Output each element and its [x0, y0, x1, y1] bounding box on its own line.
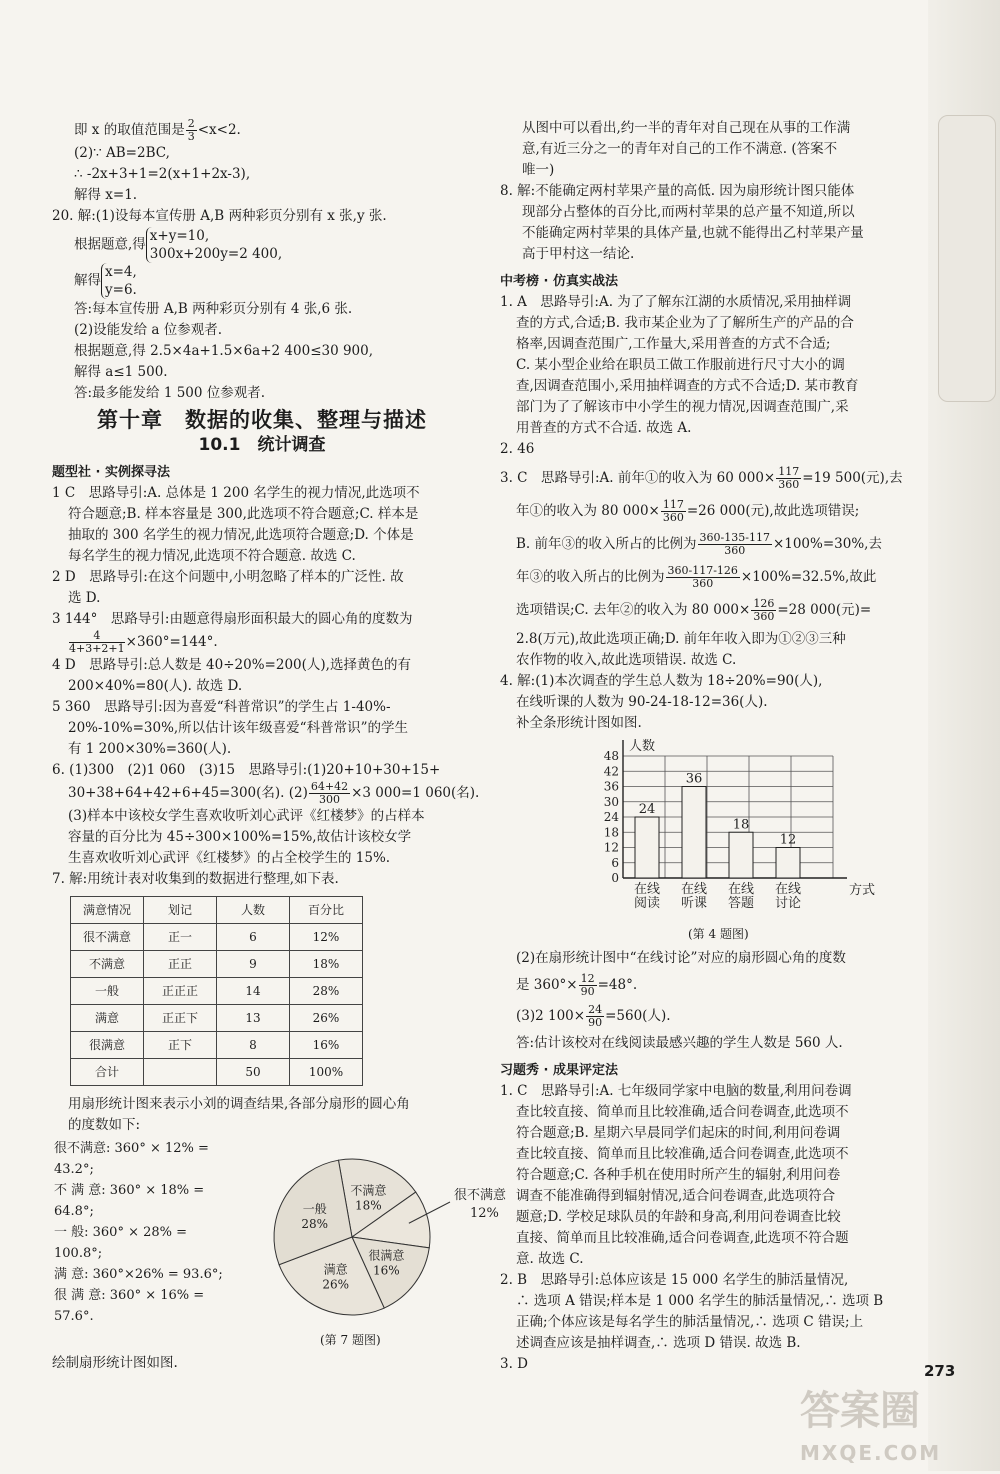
table-cell: 正正	[144, 951, 217, 978]
table-header-row	[71, 897, 363, 924]
x-tick-label: 讨论	[774, 896, 802, 911]
equation-system: x+y=10, 300x+200y=2 400,	[146, 227, 282, 263]
fraction: $\frac{117}{360}$	[662, 498, 684, 524]
equation-system: x=4, y=6.	[101, 263, 137, 299]
text-line: 1. C 思路导引:A. 七年级同学家中电脑的数量,利用问卷调	[500, 1083, 852, 1099]
pie-slice-value: 26%	[322, 1277, 349, 1292]
fraction: $\frac{360-135-117}{360}$	[699, 531, 770, 557]
bar-value-label: 12	[779, 832, 797, 848]
table-cell: 很满意	[71, 1032, 144, 1059]
text-line: 是 360°× $\frac{12}{90}$ =48°.	[516, 972, 638, 998]
text-line: 符合题意;B. 星期六早晨同学们起床的时间,利用问卷调	[516, 1125, 841, 1141]
text-line: 不能确定两村苹果的具体产量,也就不能得出乙村苹果产量	[522, 225, 864, 241]
pie-angle-line: 100.8°;	[54, 1246, 103, 1261]
text-line: 解得 x=1.	[74, 187, 138, 203]
table-cell: 50	[217, 1059, 290, 1086]
text-line: 调查不能准确得到辐射情况,适合问卷调查,此选项符合	[516, 1188, 836, 1204]
table-row	[71, 1059, 363, 1086]
figure-caption: (第 7 题图)	[320, 1333, 381, 1347]
fraction: $\frac{12}{90}$	[580, 972, 595, 998]
text-line: 查比较直接、简单而且比较准确,适合问卷调查,此选项不	[516, 1146, 849, 1162]
text-line: 2.8(万元),故此选项正确;D. 前年年收入即为①②③三种	[516, 631, 846, 647]
text-line: 年①的收入为 80 000× $\frac{117}{360}$ =26 000(元),故此选项错误;	[516, 498, 860, 524]
table-cell: 不满意	[71, 951, 144, 978]
text-line: (3)样本中该校女学生喜欢收听刘心武评《红楼梦》的占样本	[68, 808, 425, 824]
text-line: 每名学生的视力情况,此选项不符合题意. 故选 C.	[68, 548, 356, 564]
table-cell: 16%	[290, 1032, 363, 1059]
text-line: 解得x=4, y=6.	[74, 264, 137, 298]
fraction: $\frac{24}{90}$	[588, 1003, 603, 1029]
fraction: $\frac{360-117-126}{360}$	[667, 564, 738, 590]
bar-chart	[595, 736, 876, 921]
y-tick-label: 6	[611, 855, 619, 870]
pie-angle-line: 43.2°;	[54, 1162, 94, 1177]
text-line: ∴ -2x+3+1=2(x+1+2x-3),	[74, 166, 251, 182]
bar	[682, 787, 706, 879]
text-line: 在线听课的人数为 90-24-18-12=36(人).	[516, 694, 768, 710]
text-line: 3. D	[500, 1356, 528, 1372]
bar-value-label: 36	[685, 771, 703, 787]
table-cell: 18%	[290, 951, 363, 978]
text-line: 直接、简单而且比较准确,适合问卷调查,此选项不符合题	[516, 1230, 849, 1246]
text-line: (2)在扇形统计图中“在线讨论”对应的扇形圆心角的度数	[516, 950, 846, 966]
table-cell: 正下	[144, 1032, 217, 1059]
text-line: 3. C 思路导引:A. 前年①的收入为 60 000× $\frac{117}{360}$ =19 500(元),去	[500, 465, 903, 491]
text-line: 有 1 200×30%=360(人).	[68, 741, 232, 757]
table-cell	[144, 1059, 217, 1086]
x-axis-label: 方式	[849, 883, 876, 898]
text-line: 生喜欢收听刘心武评《红楼梦》的占全校学生的 15%.	[68, 850, 391, 866]
chapter-title: 第十章 数据的收集、整理与描述	[97, 408, 427, 432]
right-column	[500, 118, 920, 1375]
text-line: (2)设能发给 a 位参观者.	[74, 322, 223, 338]
text-line: 抽取的 300 名学生的视力情况,此选项符合题意;D. 个体是	[68, 527, 414, 543]
text-line: 用扇形统计图来表示小刘的调查结果,各部分扇形的圆心角	[68, 1096, 410, 1112]
section-title: 10.1 统计调查	[198, 435, 326, 455]
text-line: (3)2 100× $\frac{24}{90}$ =560(人).	[516, 1003, 671, 1029]
text-line: 题意;D. 学校足球队员的年龄和身高,利用问卷调查比较	[516, 1209, 841, 1225]
fraction: $\frac{2}{3}$	[187, 117, 195, 143]
text-line: 现部分占整体的百分比,而两村苹果的总产量不知道,所以	[522, 204, 855, 220]
table-cell: 正正下	[144, 1005, 217, 1032]
text-line: 即 x 的取值范围是 $\frac{2}{3}$ <x<2.	[74, 117, 241, 143]
fraction: $\frac{126}{360}$	[753, 597, 775, 623]
pie-figure	[52, 1138, 507, 1353]
text-line: 唯一)	[522, 162, 555, 178]
table-row	[71, 1032, 363, 1059]
y-tick-label: 42	[603, 764, 619, 779]
table-cell: 很不满意	[71, 924, 144, 951]
table-cell: 正正正	[144, 978, 217, 1005]
table-header-cell: 人数	[217, 897, 290, 924]
tally-table	[70, 896, 363, 1086]
text-line: 选 D.	[68, 590, 101, 606]
figure-caption: (第 4 题图)	[688, 927, 749, 941]
left-column	[52, 117, 507, 1374]
y-tick-label: 18	[603, 825, 619, 840]
watermark-logo	[800, 1390, 990, 1465]
text-line: 容量的百分比为 45÷300×100%=15%,故估计该校女学	[68, 829, 412, 845]
text-line: 答:每本宣传册 A,B 两种彩页分别有 4 张,6 张.	[74, 301, 353, 317]
text-line: 2. 46	[500, 441, 535, 457]
x-tick-label: 答题	[727, 896, 755, 911]
table-cell: 13	[217, 1005, 290, 1032]
section-heading: 中考榜 · 仿真实战法	[500, 274, 618, 289]
text-line: 1. A 思路导引:A. 为了了解东江湖的水质情况,采用抽样调	[500, 294, 852, 310]
text-line: 查,因调查范围小,采用抽样调查的方式不合适;D. 某市教育	[516, 378, 859, 394]
text-line: 绘制扇形统计图如图.	[52, 1355, 178, 1371]
x-tick-label: 在线	[680, 882, 708, 897]
text-line: 解得 a≤1 500.	[74, 364, 168, 380]
table-cell: 28%	[290, 978, 363, 1005]
text-line: 高于甲村这一结论.	[522, 246, 635, 262]
text-line: 正确;个体应该是每名学生的肺活量情况,∴ 选项 C 错误;上	[516, 1314, 864, 1330]
text-line: 符合题意;C. 各种手机在使用时所产生的辐射,利用问卷	[516, 1167, 841, 1183]
text-line: 4 D 思路导引:总人数是 40÷20%=200(人),选择黄色的有	[52, 657, 411, 673]
text-line: 答:最多能发给 1 500 位参观者.	[74, 385, 266, 401]
table-cell: 正一	[144, 924, 217, 951]
text-line: 从图中可以看出,约一半的青年对自己现在从事的工作满	[522, 120, 851, 136]
text-line: $\frac{4}{4+3+2+1}$ ×360°=144°.	[69, 629, 218, 655]
text-line: 8. 解:不能确定两村苹果产量的高低. 因为扇形统计图只能体	[500, 183, 855, 199]
pie-angle-line: 满 意: 360°×26% = 93.6°;	[54, 1267, 223, 1282]
bar	[729, 832, 753, 878]
section-heading: 习题秀 · 成果评定法	[500, 1063, 618, 1078]
text-line: 答:估计该校对在线阅读最感兴趣的学生人数是 560 人.	[516, 1035, 843, 1051]
text-line: 2. B 思路导引:总体应该是 15 000 名学生的肺活量情况,	[500, 1272, 849, 1288]
pie-slice-value: 16%	[373, 1263, 400, 1278]
pie-slice-label: 很不满意	[454, 1188, 507, 1203]
text-line: 用普查的方式不合适. 故选 A.	[516, 420, 692, 436]
x-tick-label: 在线	[633, 882, 661, 897]
text-line: 意,有近三分之一的青年对自己的工作不满意. (答案不	[522, 141, 838, 157]
text-line: 4. 解:(1)本次调查的学生总人数为 18÷20%=90(人),	[500, 673, 823, 689]
table-cell: 满意	[71, 1005, 144, 1032]
table-row	[71, 978, 363, 1005]
text-line: 选项错误;C. 去年②的收入为 80 000× $\frac{126}{360}$ =28 000(元)=	[516, 597, 872, 623]
fraction: $\frac{4}{4+3+2+1}$	[69, 629, 125, 655]
y-tick-label: 0	[611, 871, 619, 885]
table-cell: 合计	[71, 1059, 144, 1086]
table-header-cell: 满意情况	[71, 897, 144, 924]
y-tick-label: 48	[603, 749, 619, 763]
text-line: 200×40%=80(人). 故选 D.	[68, 678, 243, 694]
text-line: 格率,因调查范围广,工作量大,采用普查的方式不合适;	[516, 336, 831, 352]
table-cell: 26%	[290, 1005, 363, 1032]
x-tick-label: 在线	[774, 882, 802, 897]
pie-slice-label: 一般	[302, 1201, 327, 1216]
side-tab	[938, 115, 996, 402]
text-line: 7. 解:用统计表对收集到的数据进行整理,如下表.	[52, 871, 339, 887]
text-line: B. 前年③的收入所占的比例为 $\frac{360-135-117}{360}$ ×100%=30%,去	[516, 531, 882, 557]
table-cell: 8	[217, 1032, 290, 1059]
table-cell: 9	[217, 951, 290, 978]
y-tick-label: 30	[603, 794, 619, 809]
table-cell: 6	[217, 924, 290, 951]
pie-angle-list	[54, 1138, 254, 1327]
y-tick-label: 12	[603, 840, 619, 855]
text-line: 查的方式,合适;B. 我市某企业为了了解所生产的产品的合	[516, 315, 854, 331]
table-cell: 一般	[71, 978, 144, 1005]
table-header-cell: 划记	[144, 897, 217, 924]
bar	[635, 817, 659, 878]
text-line: 根据题意,得x+y=10, 300x+200y=2 400,	[74, 228, 283, 262]
bar-value-label: 18	[732, 817, 750, 833]
pie-angle-line: 很 满 意: 360° × 16% =	[54, 1288, 205, 1303]
text-line: 20%-10%=30%,所以估计该年级喜爱“科普常识”的学生	[68, 720, 408, 736]
text-line: 述调查应该是抽样调查,∴ 选项 D 错误. 故选 B.	[516, 1335, 801, 1351]
pie-angle-line: 64.8°;	[54, 1204, 94, 1219]
x-tick-label: 在线	[727, 882, 755, 897]
text-line: 查比较直接、简单而且比较准确,适合问卷调查,此选项不	[516, 1104, 849, 1120]
text-line: 5 360 思路导引:因为喜爱“科普常识”的学生占 1-40%-	[52, 699, 391, 715]
table-row	[71, 924, 363, 951]
text-line: 部门为了了解该市中小学生的视力情况,因调查范围广,采	[516, 399, 849, 415]
text-line: 意. 故选 C.	[516, 1251, 584, 1267]
x-tick-label: 听课	[680, 896, 708, 911]
pie-slice-label: 满意	[323, 1262, 348, 1277]
text-line: (2)∵ AB=2BC,	[74, 145, 170, 161]
bar-figure	[500, 736, 920, 946]
text-line: 30+38+64+42+6+45=300(名). (2) $\frac{64+42}{300}$ ×3 000=1 060(名).	[68, 780, 480, 806]
text-line: C. 某小型企业给在职员工做工作服前进行尺寸大小的调	[516, 357, 845, 373]
text-line: 根据题意,得 2.5×4a+1.5×6a+2 400≤30 900,	[74, 343, 374, 359]
x-tick-label: 阅读	[633, 896, 661, 911]
fraction: $\frac{117}{360}$	[778, 465, 800, 491]
y-tick-label: 36	[603, 779, 619, 794]
bar	[776, 848, 800, 879]
table-row	[71, 951, 363, 978]
watermark-text: 答案圈	[800, 1388, 920, 1434]
text-line: 补全条形统计图如图.	[516, 715, 642, 731]
table-row	[71, 1005, 363, 1032]
section-heading: 题型社 · 实例探寻法	[52, 465, 170, 480]
pie-slice-value: 18%	[355, 1198, 382, 1213]
table-header-cell: 百分比	[290, 897, 363, 924]
table-cell: 14	[217, 978, 290, 1005]
pie-slice-label: 不满意	[350, 1183, 387, 1198]
y-tick-label: 24	[603, 810, 619, 824]
pie-slice-label: 很满意	[368, 1248, 405, 1263]
watermark-url: MXQE.COM	[800, 1441, 942, 1465]
text-line: 2 D 思路导引:在这个问题中,小明忽略了样本的广泛性. 故	[52, 569, 404, 585]
text-line: 年③的收入所占的比例为 $\frac{360-117-126}{360}$ ×100%=32.5%,故此	[516, 564, 877, 590]
pie-angle-line: 不 满 意: 360° × 18% =	[54, 1183, 205, 1198]
page-number: 273	[924, 1362, 956, 1380]
text-line: 1 C 思路导引:A. 总体是 1 200 名学生的视力情况,此选项不	[52, 485, 420, 501]
y-axis-label: 人数	[629, 739, 656, 754]
pie-slice-value: 28%	[301, 1216, 329, 1231]
pie-angle-line: 57.6°.	[54, 1309, 94, 1324]
text-line: 符合题意;B. 样本容量是 300,此选项不符合题意;C. 样本是	[68, 506, 419, 522]
table-cell: 100%	[290, 1059, 363, 1086]
pie-angle-line: 很不满意: 360° × 12% =	[54, 1141, 209, 1156]
bar-value-label: 24	[638, 802, 656, 817]
text-line: 农作物的收入,故此选项错误. 故选 C.	[516, 652, 737, 668]
text-line: 3 144° 思路导引:由题意得扇形面积最大的圆心角的度数为	[52, 611, 413, 627]
table-cell: 12%	[290, 924, 363, 951]
text-line: 20. 解:(1)设每本宣传册 A,B 两种彩页分别有 x 张,y 张.	[52, 208, 387, 224]
text-line: ∴ 选项 A 错误;样本是 1 000 名学生的肺活量情况,∴ 选项 B	[516, 1293, 884, 1309]
text-line: 6. (1)300 (2)1 060 (3)15 思路导引:(1)20+10+30+15+	[52, 762, 441, 778]
pie-slice-value: 12%	[470, 1206, 499, 1221]
pie-chart	[257, 1142, 507, 1332]
fraction: $\frac{64+42}{300}$	[310, 780, 349, 806]
text-line: 的度数如下:	[68, 1117, 141, 1133]
pie-angle-line: 一 般: 360° × 28% =	[54, 1225, 188, 1240]
